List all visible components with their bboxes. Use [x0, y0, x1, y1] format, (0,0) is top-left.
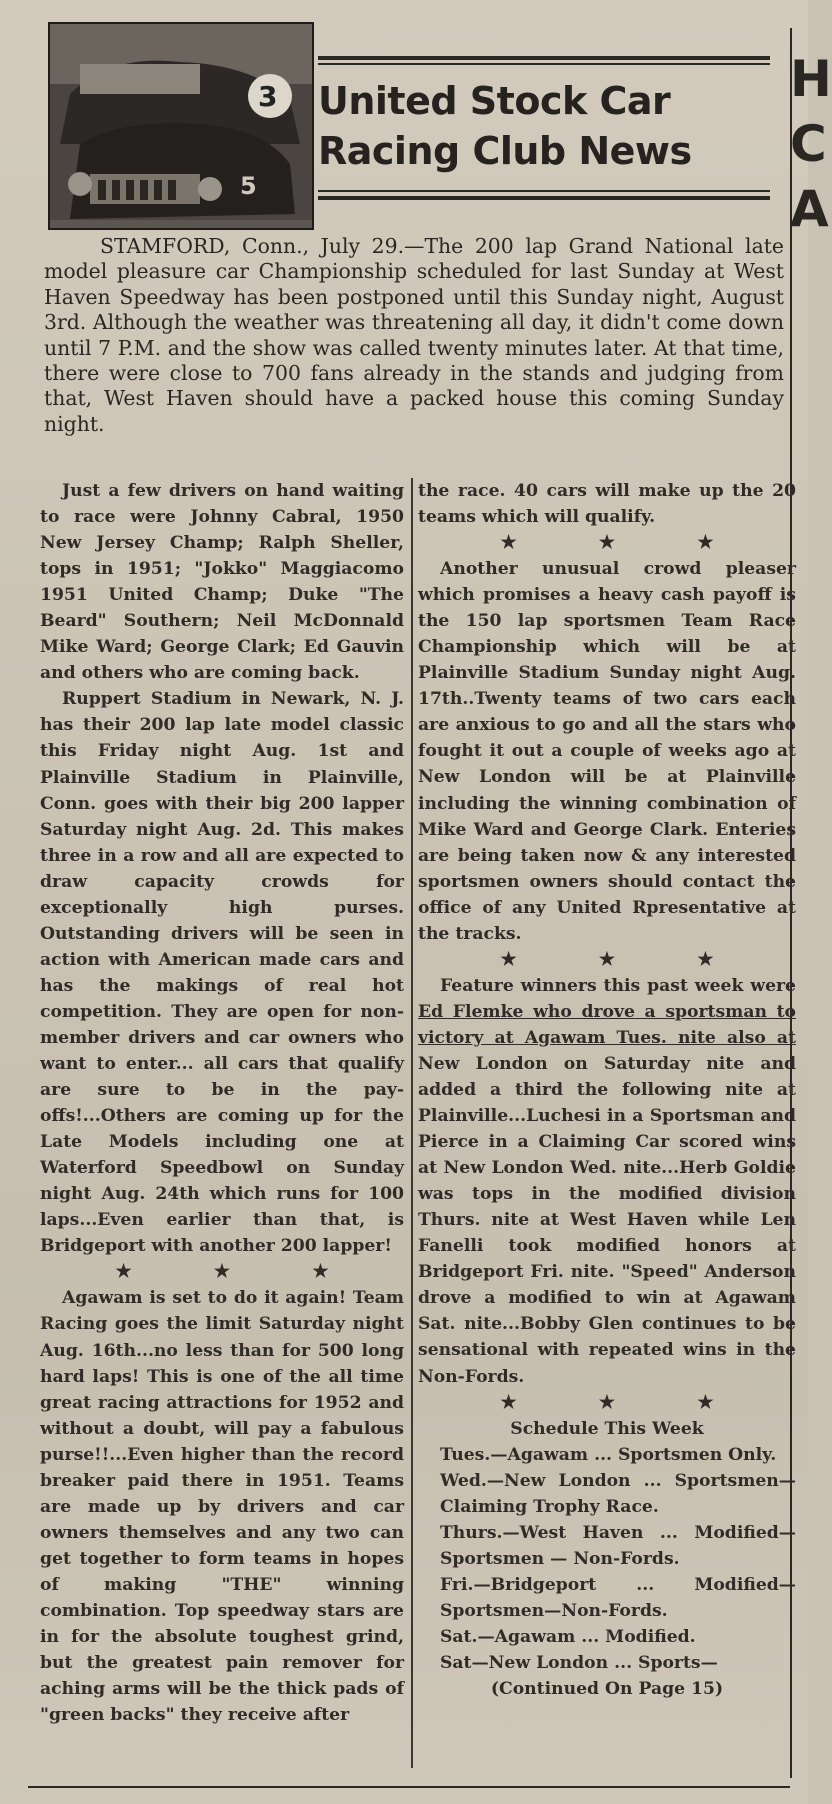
adjacent-headline-fragment: C	[790, 115, 827, 173]
star-separator: ★ ★ ★	[500, 1391, 752, 1413]
left-paragraph-1: Just a few drivers on hand waiting to race were Johnny Cabral, 1950 New Jersey Champ; Ralph Sheller, tops in 1951; "Jokko" Maggiacomo 1951 United Champ; Duke "The Beard" Southern; Neil McDonnald Mike Ward; George Clark; Ed Gauvin and others who are coming back.	[40, 481, 404, 684]
schedule-heading: Schedule This Week	[510, 1418, 704, 1439]
race-car-photo	[48, 22, 314, 230]
svg-text:5: 5	[240, 172, 257, 200]
schedule-item: Thurs.—West Haven ... Modified—Sportsmen — Non-Fords.	[440, 1522, 796, 1569]
masthead-rule-top-thin	[318, 63, 770, 65]
lead-text: STAMFORD, Conn., July 29.—The 200 lap Grand National late model pleasure car Championship scheduled for last Sunday at West Haven Speedway has been postponed until this Sunday night, August 3rd. Although the weather was threatening all day, it didn't come down until 7 P.M. and the show was called twenty minutes later. At that time, there were close to 700 fans already in the stands and judging from that, West Haven should have a packed house this coming Sunday night.	[44, 234, 784, 436]
title-line-2: Racing Club News	[318, 129, 692, 173]
schedule-item: Sat—New London ... Sports—	[440, 1652, 718, 1673]
adjacent-headline-fragment: A	[790, 180, 829, 238]
masthead-rule-bottom-thin	[318, 190, 770, 192]
masthead-title	[318, 76, 770, 176]
masthead-rule-bottom	[318, 196, 770, 200]
left-column	[40, 478, 404, 1728]
star-separator: ★ ★ ★	[500, 948, 752, 970]
right-paragraph-1: the race. 40 cars will make up the 20 teams which will qualify.	[418, 481, 796, 528]
right-paragraph-3	[418, 973, 796, 1390]
title-line-1: United Stock Car	[318, 79, 671, 123]
star-separator: ★ ★ ★	[115, 1261, 367, 1283]
schedule-item: Tues.—Agawam ... Sportsmen Only.	[440, 1444, 777, 1465]
left-paragraph-2: Ruppert Stadium in Newark, N. J. has their 200 lap late model classic this Friday night Aug. 1st and Plainville Stadium in Plainville, Conn. goes with their big 200 lapper Saturday night Aug. 2d. This makes three in a row and all are expected to draw capacity crowds for exceptionally high purses. Outstanding drivers will be seen in action with American made cars and has the makings of real hot competition. They are open for non-member drivers and car owners who want to enter... all cars that qualify are sure to be in the pay-offs!...Others are coming up for the Late Models including one at Waterford Speedbowl on Sunday night Aug. 24th which runs for 100 laps...Even earlier than that, is Bridgeport with another 200 lapper!	[40, 689, 404, 1257]
feature-winners-intro: Feature winners this past week were	[440, 975, 796, 996]
continued-note: (Continued On Page 15)	[490, 1679, 724, 1700]
feature-winners-rest: New London on Saturday nite and added a third the following nite at Plainville...Luchesi in a Sportsman and Pierce in a Claiming Car scored wins at New London Wed. nite...Herb Goldie was tops in the modified division Thurs. nite at West Haven while Len Fanelli took modified honors at Bridgeport Fri. nite. "Speed" Anderson drove a modified to win at Agawam Sat. nite...Bobby Glen continues to be sensational with repeated wins in the Non-Fords.	[418, 1053, 796, 1387]
left-paragraph-3: Agawam is set to do it again! Team Racing goes the limit Saturday night Aug. 16th...no less than for 500 long hard laps! This is one of the all time great racing attractions for 1952 and without a doubt, will pay a fabulous purse!!...Even higher than the record breaker paid there in 1951. Teams are made up by drivers and car owners themselves and any two can get together to form teams in hopes of making "THE" winning combination. Top speedway stars are in for the absolute toughest grind, but the greatest pain remover for aching arms will be the thick pads of "green backs" they receive after	[40, 1288, 404, 1726]
lead-paragraph	[44, 234, 784, 437]
masthead-rule-top	[318, 56, 770, 60]
right-column	[418, 478, 796, 1702]
schedule-item: Wed.—New London ... Sportsmen—Claiming Trophy Race.	[440, 1470, 796, 1517]
schedule-item: Sat.—Agawam ... Modified.	[440, 1626, 696, 1647]
bottom-rule	[28, 1786, 790, 1788]
column-divider	[411, 478, 413, 1768]
underlined-passage: Ed Flemke who drove a sportsman to victory at Agawam Tues. nite also at	[418, 1001, 796, 1048]
svg-text:3: 3	[258, 80, 278, 113]
star-separator: ★ ★ ★	[500, 532, 752, 554]
adjacent-headline-fragment: H	[790, 50, 832, 108]
right-paragraph-2: Another unusual crowd pleaser which promises a heavy cash payoff is the 150 lap sportsmen Team Race Championship which will be at Plainville Stadium Sunday night Aug. 17th..Twenty teams of two cars each are anxious to go and all the stars who fought it out a couple of weeks ago at New London will be at Plainville including the winning combination of Mike Ward and George Clark. Enteries are being taken now & any interested sportsmen owners should contact the office of any United Rpresentative at the tracks.	[418, 559, 796, 944]
schedule-item: Fri.—Bridgeport ... Modified—Sportsmen—Non-Fords.	[440, 1574, 796, 1621]
